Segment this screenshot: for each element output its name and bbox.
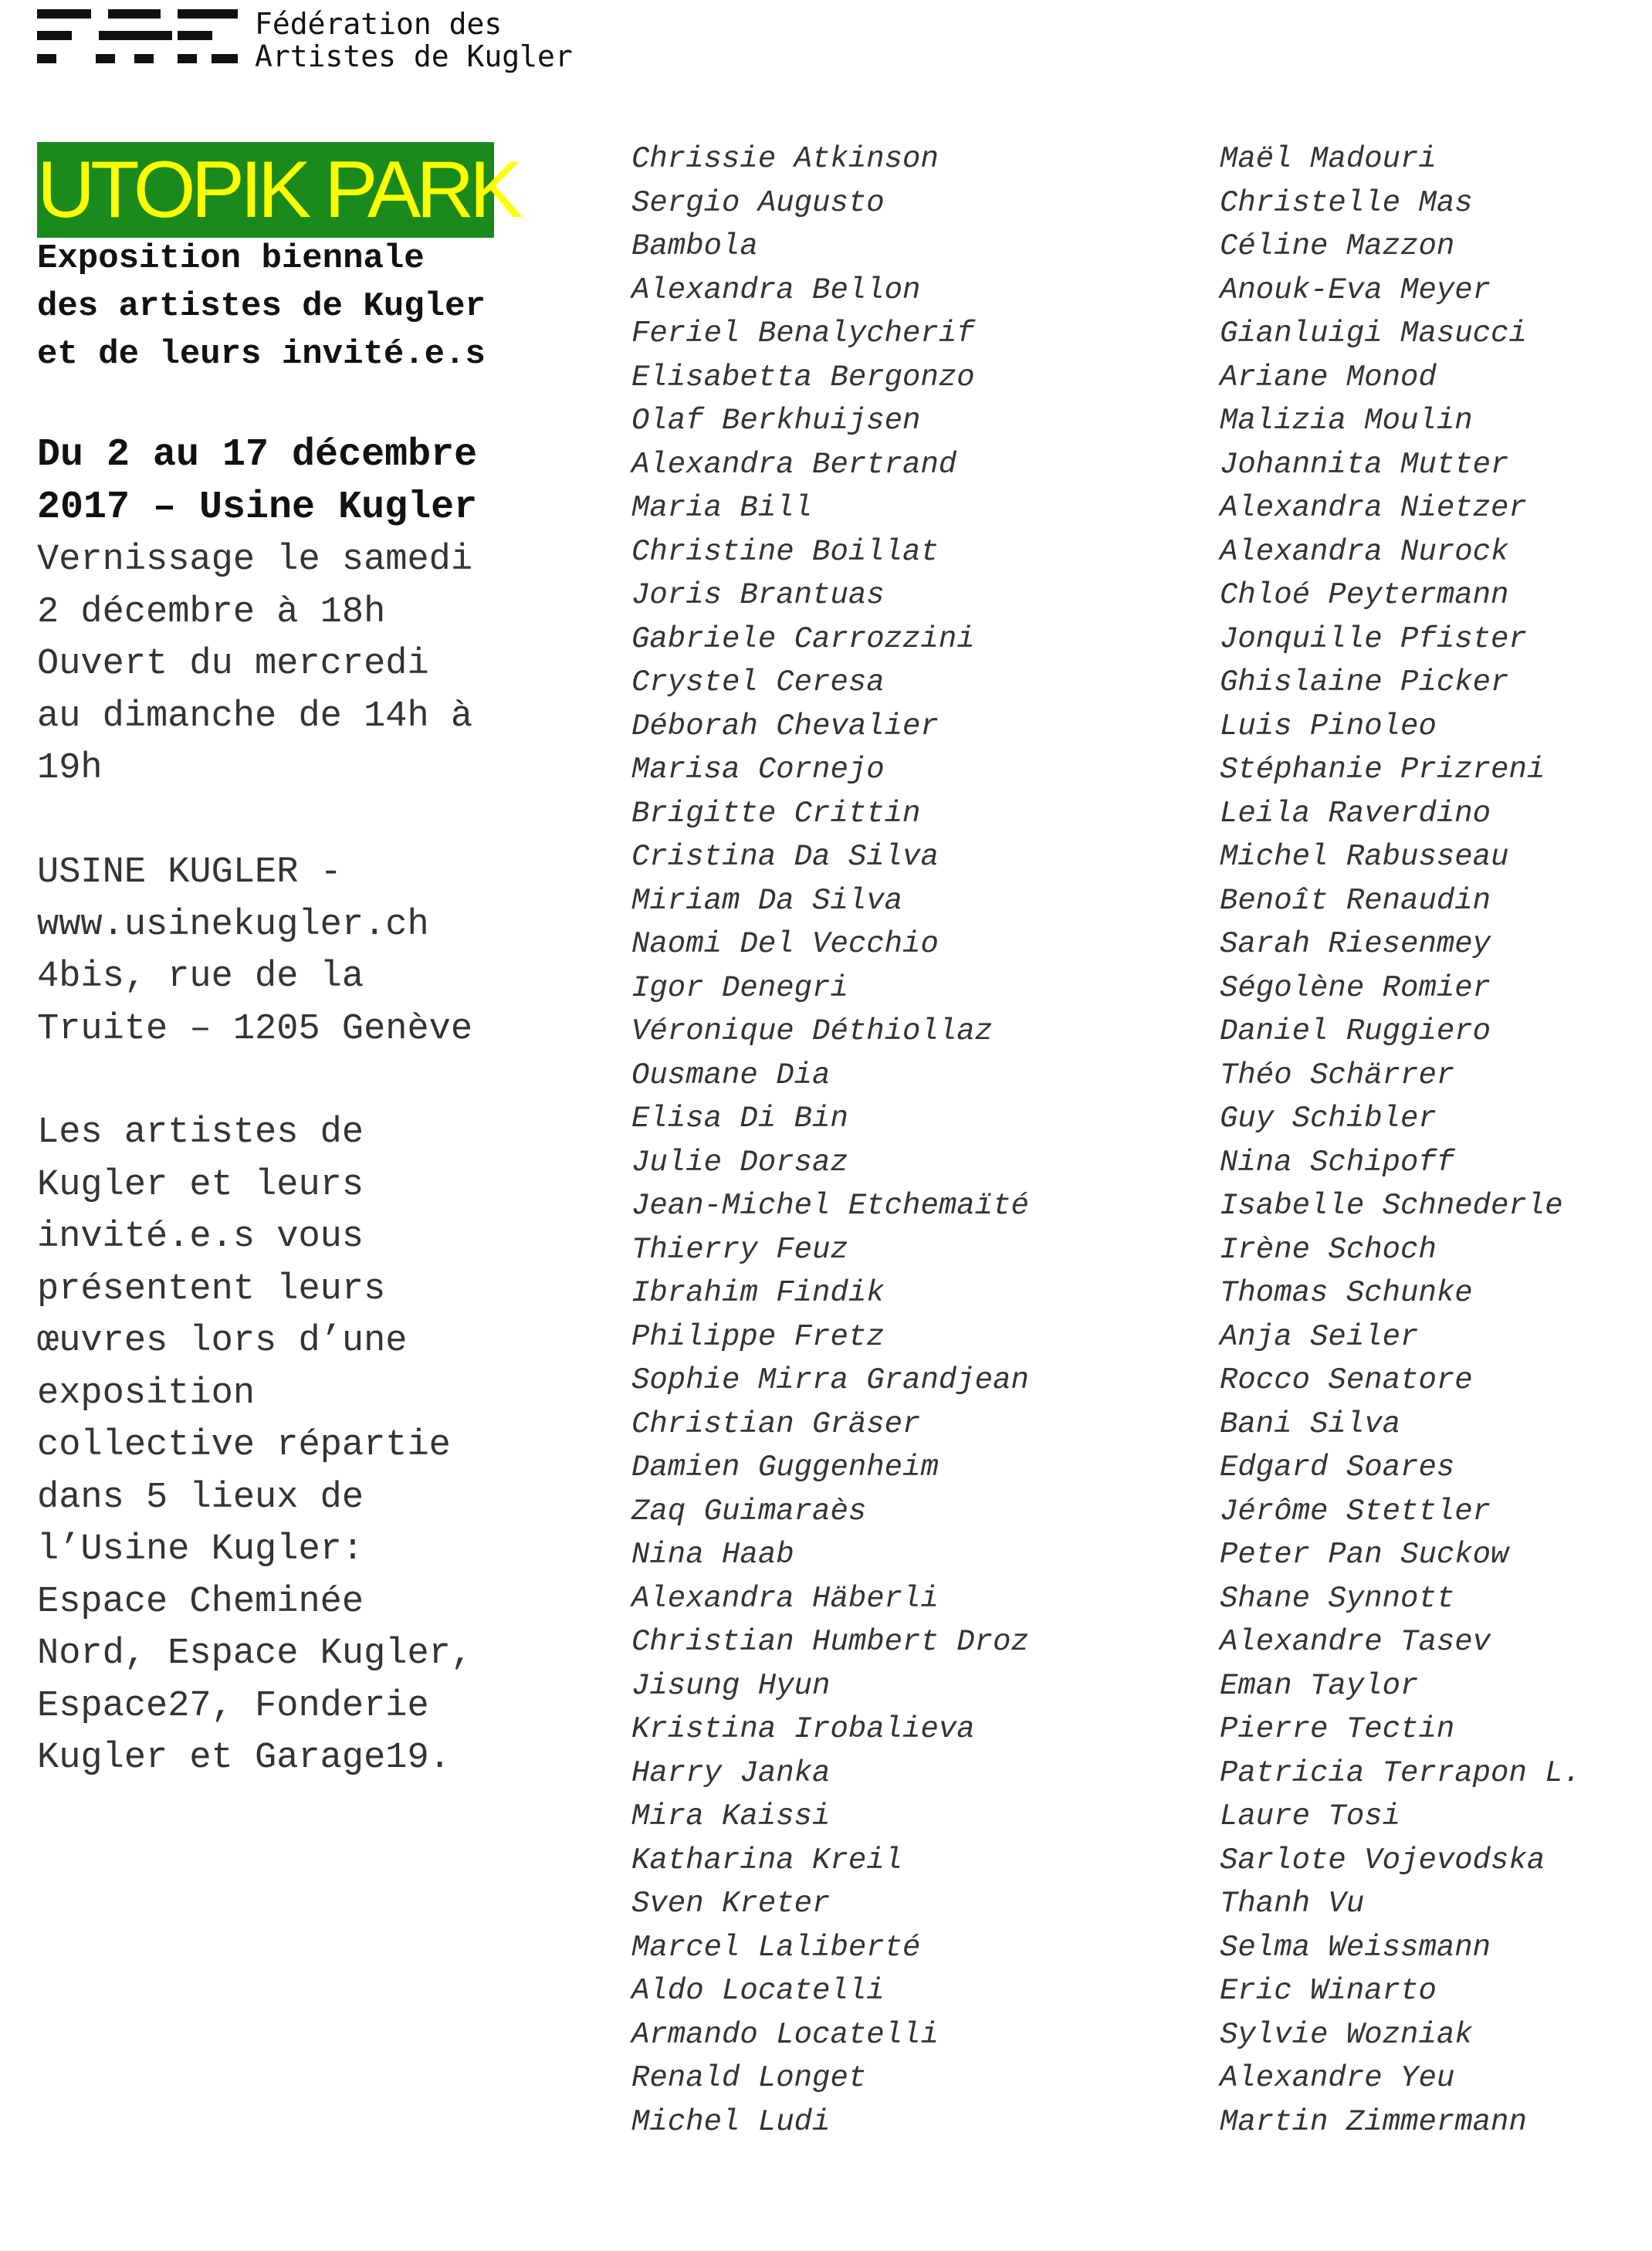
artist-name: Alexandra Häberli [631,1581,939,1616]
description-line: Nord, Espace Kugler, [37,1633,473,1674]
vernissage-line: au dimanche de 14h à [37,696,473,737]
logo-text [255,8,573,73]
artist-name: Eman Taylor [1220,1668,1419,1703]
artist-name: Céline Mazzon [1220,229,1455,263]
artist-name: Aldo Locatelli [631,1974,885,2008]
artist-name: Igor Denegri [631,970,848,1005]
artist-name: Chrissie Atkinson [631,142,939,176]
description-line: l’Usine Kugler: [37,1529,364,1570]
artist-name: Leila Raverdino [1220,796,1491,831]
artist-name: Benoît Renaudin [1220,883,1491,918]
artist-name: Rocco Senatore [1220,1363,1473,1397]
artist-name: Naomi Del Vecchio [631,927,939,961]
artist-name: Bani Silva [1220,1406,1401,1441]
artist-name: Armando Locatelli [631,2017,939,2052]
artist-name: Christine Boillat [631,534,939,569]
artist-name: Harry Janka [631,1755,831,1790]
artist-name: Elisabetta Bergonzo [631,360,975,394]
artist-name: Elisa Di Bin [631,1102,848,1136]
description-line: invité.e.s vous [37,1217,364,1258]
artist-name: Sylvie Wozniak [1220,2017,1473,2052]
address-line: Truite – 1205 Genève [37,1008,473,1050]
artist-name: Thanh Vu [1220,1887,1365,1921]
artist-name: Ibrahim Findik [631,1276,885,1310]
artist-name: Irène Schoch [1220,1232,1437,1267]
artist-name: Shane Synnott [1220,1581,1455,1616]
artist-name: Christian Gräser [631,1406,921,1441]
artist-name: Philippe Fretz [631,1319,885,1354]
artist-name: Johannita Mutter [1220,447,1509,482]
artist-name: Patricia Terrapon L. [1220,1755,1582,1790]
artist-name: Thomas Schunke [1220,1276,1473,1310]
subtitle-line: des artistes de Kugler [37,287,486,326]
artist-name: Feriel Benalycherif [631,316,975,350]
artist-name: Maël Madouri [1220,142,1437,176]
artist-name: Bambola [631,229,758,263]
dates-line: 2017 – Usine Kugler [37,486,478,530]
page-title: UTOPIK PARK [37,145,519,235]
artist-name: Sarlote Vojevodska [1220,1843,1545,1877]
artist-name: Pierre Tectin [1220,1712,1455,1746]
artist-name: Daniel Ruggiero [1220,1014,1491,1048]
artist-name: Damien Guggenheim [631,1450,939,1484]
artist-name: Eric Winarto [1220,1974,1437,2008]
artist-name: Guy Schibler [1220,1102,1437,1136]
artist-name: Zaq Guimaraès [631,1494,867,1528]
artist-name: Véronique Déthiollaz [631,1014,994,1048]
artist-name: Laure Tosi [1220,1799,1401,1833]
artist-name: Peter Pan Suckow [1220,1538,1509,1572]
description-line: exposition [37,1373,256,1414]
vernissage-line: Ouvert du mercredi [37,644,429,685]
address-line: USINE KUGLER - [37,852,342,893]
title-banner [37,142,519,238]
artist-name: Renald Longet [631,2061,867,2095]
artist-name: Christian Humbert Droz [631,1625,1029,1659]
artist-name: Théo Schärrer [1220,1058,1455,1092]
artist-name: Nina Haab [631,1538,794,1572]
description-line: Les artistes de [37,1112,364,1153]
artist-name: Jérôme Stettler [1220,1494,1491,1528]
artist-name: Ousmane Dia [631,1058,831,1092]
artist-name: Mira Kaissi [631,1799,831,1833]
description-line: dans 5 lieux de [37,1477,364,1518]
description-line: collective répartie [37,1425,451,1466]
artist-name: Marcel Laliberté [631,1930,921,1965]
subtitle-line: et de leurs invité.e.s [37,335,486,374]
vernissage-info [37,534,547,795]
artist-name: Alexandra Bellon [631,272,921,307]
vernissage-line: 2 décembre à 18h [37,591,386,633]
description-line: présentent leurs [37,1268,386,1310]
logo-line-2: Artistes de Kugler [255,39,573,73]
artist-name: Déborah Chevalier [631,709,939,743]
federation-logo [37,8,593,77]
venue-address [37,847,547,1055]
artist-name: Nina Schipoff [1220,1145,1455,1180]
artist-name: Marisa Cornejo [631,753,885,787]
subtitle-line: Exposition biennale [37,239,425,278]
artist-name: Anouk-Eva Meyer [1220,272,1491,307]
artist-name: Maria Bill [631,491,813,525]
address-line: 4bis, rue de la [37,956,364,997]
artist-name: Luis Pinoleo [1220,709,1437,743]
artist-name: Alexandre Tasev [1220,1625,1491,1659]
artist-name: Anja Seiler [1220,1319,1419,1354]
artist-name: Chloé Peytermann [1220,578,1509,612]
artist-name: Olaf Berkhuijsen [631,404,921,438]
artist-name: Alexandra Nietzer [1220,491,1527,525]
artist-name: Kristina Irobalieva [631,1712,975,1746]
logo-line-1: Fédération des [255,7,503,41]
artist-name: Michel Rabusseau [1220,840,1509,874]
description-line: Kugler et Garage19. [37,1738,451,1779]
exhibition-subtitle [37,235,531,378]
artist-name: Malizia Moulin [1220,404,1473,438]
artist-name: Miriam Da Silva [631,883,903,918]
artist-name: Katharina Kreil [631,1843,903,1877]
artist-name: Michel Ludi [631,2104,831,2139]
artist-name: Alexandra Nurock [1220,534,1509,569]
artist-name: Ghislaine Picker [1220,665,1509,699]
artist-name: Ariane Monod [1220,360,1437,394]
description-line: Kugler et leurs [37,1164,364,1206]
vernissage-line: 19h [37,748,103,789]
description-line: Espace Cheminée [37,1581,364,1623]
artist-name: Sophie Mirra Grandjean [631,1363,1029,1397]
dates-line: Du 2 au 17 décembre [37,433,478,477]
artist-name: Gianluigi Masucci [1220,316,1527,350]
artist-name: Alexandre Yeu [1220,2061,1455,2095]
artist-name: Crystel Ceresa [631,665,885,699]
artist-name: Christelle Mas [1220,185,1473,220]
vernissage-line: Vernissage le samedi [37,540,473,581]
artist-name: Stéphanie Prizreni [1220,753,1545,787]
description-line: Espace27, Fonderie [37,1685,429,1727]
artist-name: Thierry Feuz [631,1232,848,1267]
artist-name: Jisung Hyun [631,1668,831,1703]
artist-name: Selma Weissmann [1220,1930,1491,1965]
artist-name: Cristina Da Silva [631,840,939,874]
artist-name: Sarah Riesenmey [1220,927,1491,961]
artist-list-column-2 [1220,137,1581,2144]
artist-list-column-1 [631,137,1029,2144]
artist-name: Joris Brantuas [631,578,885,612]
address-line: www.usinekugler.ch [37,904,429,946]
artist-name: Jean-Michel Etchemaïté [631,1189,1029,1223]
artist-name: Alexandra Bertrand [631,447,957,482]
artist-name: Martin Zimmermann [1220,2104,1527,2139]
artist-name: Isabelle Schnederle [1220,1189,1563,1223]
artist-name: Edgard Soares [1220,1450,1455,1484]
artist-name: Jonquille Pfister [1220,621,1527,656]
description-line: œuvres lors d’une [37,1321,408,1362]
exhibition-description [37,1107,547,1785]
artist-name: Brigitte Crittin [631,796,921,831]
artist-name: Julie Dorsaz [631,1145,848,1180]
artist-name: Ségolène Romier [1220,970,1491,1005]
artist-name: Gabriele Carrozzini [631,621,975,656]
exhibition-dates [37,429,531,534]
artist-name: Sergio Augusto [631,185,885,220]
fak-logo-mark [37,9,238,71]
artist-name: Sven Kreter [631,1887,831,1921]
